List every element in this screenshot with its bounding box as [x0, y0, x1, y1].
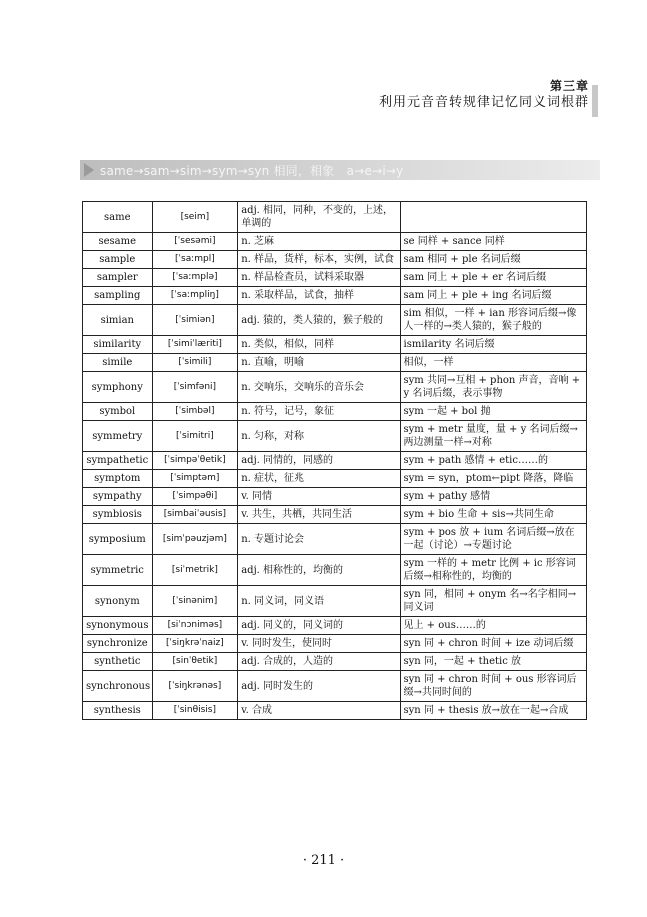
etymology-cell: sym + pos 放 + ium 名词后缀→放在一起（讨论）→专题讨论: [400, 524, 587, 555]
header-side-bar: [592, 85, 598, 117]
etymology-cell: sim 相似，一样 + ian 形容词后缀→像人一样的→类人猿的，猴子般的: [400, 305, 587, 336]
etymology-cell: 见上 + ous……的: [400, 617, 587, 635]
etymology-cell: [400, 202, 587, 233]
word-cell: similarity: [83, 336, 153, 354]
phonetic-cell: [sinˈθetik]: [152, 653, 238, 671]
table-row: [83, 202, 587, 233]
table-row: [83, 354, 587, 372]
word-cell: sympathy: [83, 488, 153, 506]
etymology-cell: syn 同 + thesis 放→放在一起→合成: [400, 702, 587, 720]
table-row: [83, 403, 587, 421]
etymology-cell: 相似，一样: [400, 354, 587, 372]
page-number: · 211 ·: [302, 853, 345, 868]
word-cell: synonymous: [83, 617, 153, 635]
table-row: [83, 506, 587, 524]
word-cell: sesame: [83, 233, 153, 251]
table-row: [83, 287, 587, 305]
meaning-cell: adj. 猿的，类人猿的，猴子般的: [238, 305, 400, 336]
word-cell: sympathetic: [83, 452, 153, 470]
table-row: [83, 305, 587, 336]
etymology-cell: sym = syn，ptom←pipt 降落，降临: [400, 470, 587, 488]
table-row: [83, 488, 587, 506]
meaning-cell: v. 合成: [238, 702, 400, 720]
etymology-cell: syn 同 + chron 时间 + ize 动词后缀: [400, 635, 587, 653]
word-cell: symbol: [83, 403, 153, 421]
meaning-cell: n. 芝麻: [238, 233, 400, 251]
banner-arrow-icon: [84, 163, 94, 177]
phonetic-cell: [ˈsinθisis]: [152, 702, 238, 720]
phonetic-cell: [ˈsiŋkrənəs]: [152, 671, 238, 702]
meaning-cell: n. 样品检查员，试料采取器: [238, 269, 400, 287]
word-cell: symmetric: [83, 555, 153, 586]
meaning-cell: n. 样品，货样，标本，实例，试食: [238, 251, 400, 269]
phonetic-cell: [seim]: [152, 202, 238, 233]
table-row: [83, 635, 587, 653]
phonetic-cell: [simbaiˈəusis]: [152, 506, 238, 524]
table-row: [83, 524, 587, 555]
phonetic-cell: [siˈmetrik]: [152, 555, 238, 586]
phonetic-cell: [ˈsaːmpl]: [152, 251, 238, 269]
etymology-cell: sam 同上 + ple + er 名词后缀: [400, 269, 587, 287]
word-cell: same: [83, 202, 153, 233]
table-row: [83, 702, 587, 720]
word-cell: symmetry: [83, 421, 153, 452]
meaning-cell: n. 符号，记号，象征: [238, 403, 400, 421]
phonetic-cell: [simˈpəuzjəm]: [152, 524, 238, 555]
meaning-cell: n. 交响乐，交响乐的音乐会: [238, 372, 400, 403]
table-row: [83, 555, 587, 586]
table-row: [83, 233, 587, 251]
meaning-cell: n. 专题讨论会: [238, 524, 400, 555]
phonetic-cell: [ˈsimitri]: [152, 421, 238, 452]
phonetic-cell: [ˈsimiən]: [152, 305, 238, 336]
meaning-cell: adj. 相称性的，均衡的: [238, 555, 400, 586]
table-row: [83, 452, 587, 470]
vocabulary-table-body: [83, 202, 587, 720]
section-title: same→sam→sim→sym→syn 相同，相象 a→e→i→y: [100, 163, 404, 178]
table-row: [83, 586, 587, 617]
meaning-cell: n. 采取样品，试食，抽样: [238, 287, 400, 305]
phonetic-cell: [ˈsimptəm]: [152, 470, 238, 488]
etymology-cell: sym + bio 生命 + sis→共同生命: [400, 506, 587, 524]
etymology-cell: sym + path 感情 + etic……的: [400, 452, 587, 470]
table-row: [83, 421, 587, 452]
section-banner: [80, 160, 600, 180]
meaning-cell: n. 匀称，对称: [238, 421, 400, 452]
word-cell: symptom: [83, 470, 153, 488]
etymology-cell: sym + pathy 感情: [400, 488, 587, 506]
table-row: [83, 269, 587, 287]
phonetic-cell: [ˈsimbəl]: [152, 403, 238, 421]
meaning-cell: adj. 同时发生的: [238, 671, 400, 702]
word-cell: symphony: [83, 372, 153, 403]
phonetic-cell: [ˈsinənim]: [152, 586, 238, 617]
word-cell: simian: [83, 305, 153, 336]
phonetic-cell: [ˈsaːmpliŋ]: [152, 287, 238, 305]
meaning-cell: adj. 合成的，人造的: [238, 653, 400, 671]
chapter-header: [379, 78, 589, 112]
etymology-cell: sym 一样的 + metr 比例 + ic 形容词后缀→相称性的，均衡的: [400, 555, 587, 586]
table-row: [83, 617, 587, 635]
word-cell: symposium: [83, 524, 153, 555]
chapter-subtitle: 利用元音音转规律记忆同义词根群: [378, 95, 589, 110]
phonetic-cell: [ˈsimili]: [152, 354, 238, 372]
word-cell: synthesis: [83, 702, 153, 720]
meaning-cell: adj. 同义的，同义词的: [238, 617, 400, 635]
word-cell: synchronize: [83, 635, 153, 653]
meaning-cell: n. 同义词，同义语: [238, 586, 400, 617]
word-cell: sampler: [83, 269, 153, 287]
table-row: [83, 470, 587, 488]
word-cell: synchronous: [83, 671, 153, 702]
meaning-cell: v. 同情: [238, 488, 400, 506]
etymology-cell: sam 同上 + ple + ing 名词后缀: [400, 287, 587, 305]
table-row: [83, 336, 587, 354]
etymology-cell: syn 同，一起 + thetic 放: [400, 653, 587, 671]
etymology-cell: sym + metr 量度，量 + y 名词后缀→两边测量一样→对称: [400, 421, 587, 452]
phonetic-cell: [ˈsimfəni]: [152, 372, 238, 403]
chapter-title: 第三章: [549, 79, 589, 93]
table-row: [83, 653, 587, 671]
word-cell: sampling: [83, 287, 153, 305]
meaning-cell: n. 直喻，明喻: [238, 354, 400, 372]
phonetic-cell: [siˈnɔniməs]: [152, 617, 238, 635]
meaning-cell: n. 类似，相似，同样: [238, 336, 400, 354]
etymology-cell: sym 一起 + bol 抛: [400, 403, 587, 421]
etymology-cell: se 同样 + sance 同样: [400, 233, 587, 251]
meaning-cell: n. 症状，征兆: [238, 470, 400, 488]
meaning-cell: v. 同时发生，使同时: [238, 635, 400, 653]
phonetic-cell: [ˈsimpəθi]: [152, 488, 238, 506]
word-cell: symbiosis: [83, 506, 153, 524]
meaning-cell: adj. 同情的，同感的: [238, 452, 400, 470]
table-row: [83, 671, 587, 702]
phonetic-cell: [ˈsiŋkrəˈnaiz]: [152, 635, 238, 653]
meaning-cell: v. 共生，共栖，共同生活: [238, 506, 400, 524]
table-row: [83, 372, 587, 403]
phonetic-cell: [ˈsimiˈlæriti]: [152, 336, 238, 354]
phonetic-cell: [ˈsesəmi]: [152, 233, 238, 251]
etymology-cell: sym 共同→互相 + phon 声音，音响 + y 名词后缀，表示事物: [400, 372, 587, 403]
meaning-cell: adj. 相同，同种，不变的，上述，单调的: [238, 202, 400, 233]
word-cell: synonym: [83, 586, 153, 617]
word-cell: sample: [83, 251, 153, 269]
word-cell: simile: [83, 354, 153, 372]
etymology-cell: syn 同 + chron 时间 + ous 形容词后缀→共同时间的: [400, 671, 587, 702]
etymology-cell: sam 相同 + ple 名词后缀: [400, 251, 587, 269]
etymology-cell: syn 同，相同 + onym 名→名字相同→同义词: [400, 586, 587, 617]
table-row: [83, 251, 587, 269]
vocabulary-table: [82, 201, 587, 720]
phonetic-cell: [ˈsimpəˈθetik]: [152, 452, 238, 470]
word-cell: synthetic: [83, 653, 153, 671]
phonetic-cell: [ˈsaːmplə]: [152, 269, 238, 287]
etymology-cell: ismilarity 名词后缀: [400, 336, 587, 354]
